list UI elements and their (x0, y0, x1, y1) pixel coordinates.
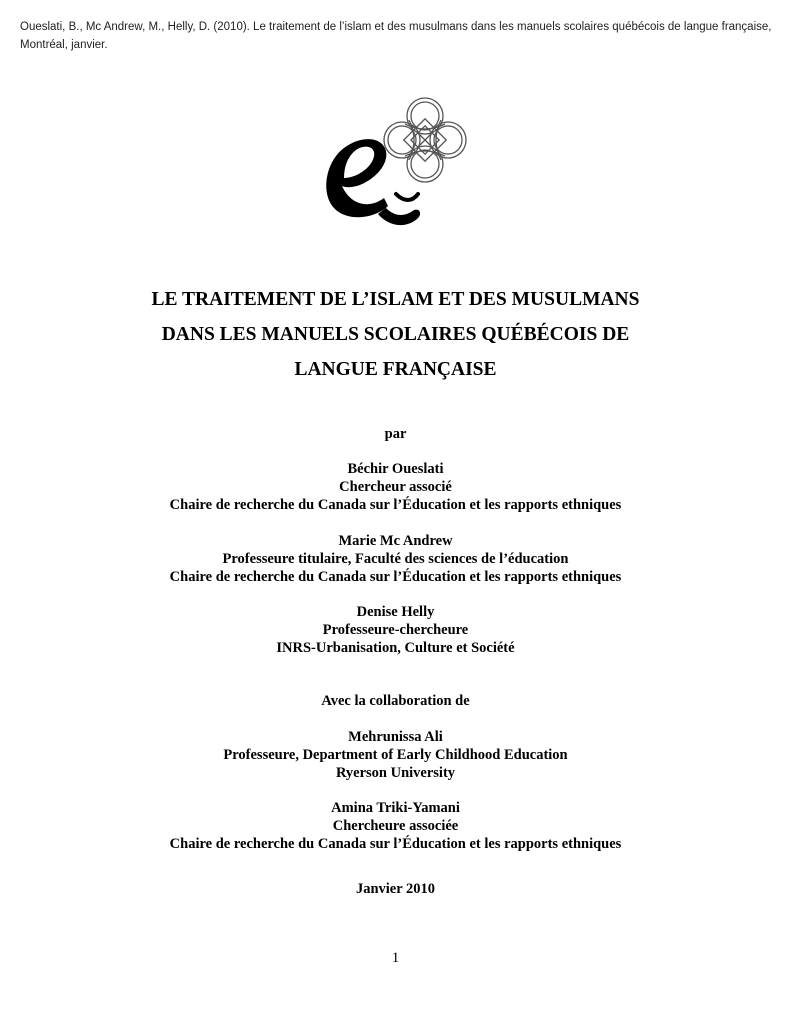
collaborator-name: Amina Triki-Yamani (331, 800, 460, 816)
author-role: Chercheur associé (339, 479, 452, 495)
author-name: Denise Helly (356, 604, 435, 620)
author-affiliation: INRS-Urbanisation, Culture et Société (276, 640, 515, 656)
collaborator-1 (60, 728, 731, 782)
collaboration-label: Avec la collaboration de (321, 693, 470, 709)
ampersand-knot-logo-icon (320, 94, 470, 234)
title-line-3: LANGUE FRANÇAISE (294, 359, 497, 380)
citation-line-1: Oueslati, B., Mc Andrew, M., Helly, D. (2010). Le traitement de l’islam et des musulmans dans les manuels scolaires québécois de langue française, (20, 21, 772, 33)
collaborator-name: Mehrunissa Ali (348, 729, 443, 745)
collaborator-affiliation: Ryerson University (335, 765, 456, 781)
citation-header (20, 18, 780, 54)
author-affiliation: Chaire de recherche du Canada sur l’Éducation et les rapports ethniques (169, 569, 622, 585)
author-affiliation: Chaire de recherche du Canada sur l’Éducation et les rapports ethniques (169, 497, 622, 513)
author-3 (60, 603, 731, 657)
citation-line-2: Montréal, janvier. (20, 39, 108, 51)
collaborator-2 (60, 799, 731, 853)
document-title (60, 282, 731, 387)
author-2 (60, 532, 731, 586)
collaborator-affiliation: Chaire de recherche du Canada sur l’Éducation et les rapports ethniques (169, 836, 622, 852)
title-line-2: DANS LES MANUELS SCOLAIRES QUÉBÉCOIS DE (161, 324, 630, 345)
document-date: Janvier 2010 (355, 881, 436, 897)
page-number: 1 (391, 950, 400, 966)
author-name: Béchir Oueslati (347, 461, 444, 477)
author-1 (60, 460, 731, 514)
author-role: Professeure titulaire, Faculté des sciences de l’éducation (222, 551, 569, 567)
title-line-1: LE TRAITEMENT DE L’ISLAM ET DES MUSULMANS (151, 289, 640, 310)
collaborator-role: Professeure, Department of Early Childhood Education (223, 747, 568, 763)
author-name: Marie Mc Andrew (338, 533, 453, 549)
by-label: par (384, 426, 407, 442)
collaborator-role: Chercheure associée (332, 818, 459, 834)
author-role: Professeure-chercheure (322, 622, 469, 638)
